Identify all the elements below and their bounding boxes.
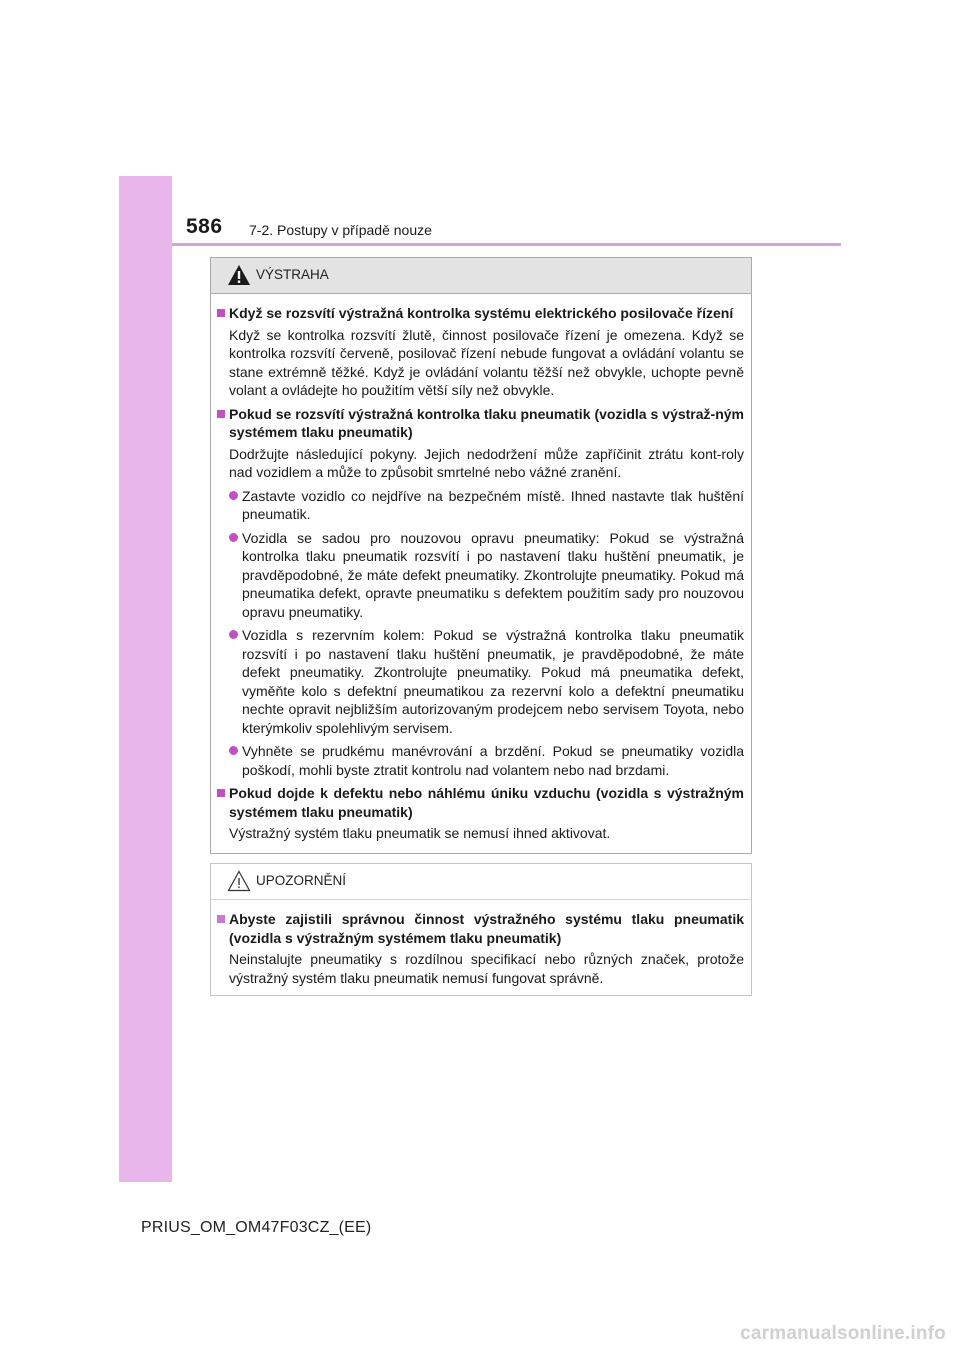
warning-item bbox=[217, 784, 744, 843]
list-item bbox=[229, 626, 744, 737]
page-number: 586 bbox=[186, 215, 223, 238]
warning-label: VÝSTRAHA bbox=[256, 267, 329, 282]
warning-triangle-icon bbox=[227, 264, 251, 286]
item-title-row bbox=[217, 784, 744, 821]
item-paragraph: Když se kontrolka rozsvítí žlutě, činnost posilovače řízení je omezena. Když se kontrolka rozsvítí červeně, posilovač řízení nebude fungovat a ovládání volantu se stane extrémně těžké. Když je ovládání volantu těžší než obvykle, uchopte pevně volant a ovládejte ho použitím větší síly než obvykle. bbox=[229, 326, 744, 398]
caution-body bbox=[211, 900, 751, 987]
list-item bbox=[229, 487, 744, 524]
site-watermark: carmanualsonline.info bbox=[740, 1323, 946, 1344]
item-paragraph: Dodržujte následující pokyny. Jejich nedodržení může zapříčinit ztrátu kont-roly nad vozidlem a může to způsobit smrtelné nebo vážné zranění. bbox=[229, 445, 744, 480]
warning-item bbox=[217, 405, 744, 780]
list-item bbox=[229, 529, 744, 622]
item-paragraph: Neinstalujte pneumatiky s rozdílnou specifikací nebo různých značek, protože výstražný systém tlaku pneumatik nemusí fungovat správně. bbox=[229, 951, 744, 986]
item-title: Když se rozsvítí výstražná kontrolka systému elektrického posilovače řízení bbox=[229, 305, 734, 321]
square-bullet-icon bbox=[217, 309, 225, 317]
square-bullet-icon bbox=[217, 410, 225, 418]
list-item-text: Vozidla s rezervním kolem: Pokud se výstražná kontrolka tlaku pneumatik rozsvítí i po nastavení tlaku huštění pneumatik, je pravděpodobné, že máte defekt pneumatiky. Zkontrolujte pneumatiky. Pokud má pneumatika defekt, vyměňte kolo s defektní pneumatikou za rezervní kolo a defektní pneumatiku nechte opravit nejbližším autorizovaným prodejcem nebo servisem Toyota, nebo kterýmkoliv spolehlivým servisem. bbox=[242, 627, 744, 736]
round-bullet-icon bbox=[229, 746, 238, 755]
item-title-row bbox=[217, 405, 744, 442]
side-tab-band bbox=[119, 176, 172, 1182]
list-item-text: Zastavte vozidlo co nejdříve na bezpečném místě. Ihned nastavte tlak huštění pneumatik. bbox=[242, 487, 744, 522]
round-bullet-icon bbox=[229, 491, 238, 500]
section-title: 7-2. Postupy v případě nouze bbox=[249, 222, 432, 238]
caution-item bbox=[217, 910, 744, 987]
warning-item bbox=[217, 304, 744, 400]
document-code: PRIUS_OM_OM47F03CZ_(EE) bbox=[141, 1219, 372, 1236]
round-bullet-icon bbox=[229, 533, 238, 542]
item-title: Abyste zajistili správnou činnost výstražného systému tlaku pneumatik (vozidla s výstražným systémem tlaku pneumatik) bbox=[229, 911, 744, 946]
item-title: Pokud dojde k defektu nebo náhlému úniku vzduchu (vozidla s výstražným systémem tlaku pneumatik) bbox=[229, 785, 744, 820]
round-bullet-icon bbox=[229, 630, 238, 639]
header-rule bbox=[172, 243, 841, 246]
list-item-text: Vozidla se sadou pro nouzovou opravu pneumatiky: Pokud se výstražná kontrolka tlaku pneumatik rozsvítí i po nastavení tlaku huštění pneumatik, je pravděpodobné, že máte defekt pneumatiky. Zkontrolujte pneumatiky. Pokud má pneumatika defekt, opravte pneumatiku s defektem použitím sady pro nouzovou opravu pneumatiky. bbox=[242, 529, 744, 620]
item-paragraph: Výstražný systém tlaku pneumatik se nemusí ihned aktivovat. bbox=[229, 825, 611, 841]
caution-box bbox=[210, 863, 752, 996]
warning-box-header bbox=[211, 258, 751, 294]
list-item-text: Vyhněte se prudkému manévrování a brzdění. Pokud se pneumatiky vozidla poškodí, mohli byste ztratit kontrolu nad volantem nebo nad brzdami. bbox=[242, 743, 744, 778]
item-title-row bbox=[217, 910, 744, 947]
warning-box bbox=[210, 257, 752, 854]
item-title: Pokud se rozsvítí výstražná kontrolka tlaku pneumatik (vozidla s výstraž-ným systémem tlaku pneumatik) bbox=[229, 405, 744, 440]
caution-box-header bbox=[211, 864, 751, 900]
square-bullet-icon bbox=[217, 915, 225, 923]
item-title-row bbox=[217, 304, 744, 323]
caution-label: UPOZORNĚNÍ bbox=[256, 873, 347, 888]
square-bullet-icon bbox=[217, 789, 225, 797]
caution-triangle-icon bbox=[227, 870, 251, 892]
warning-body bbox=[211, 294, 751, 843]
list-item bbox=[229, 742, 744, 779]
